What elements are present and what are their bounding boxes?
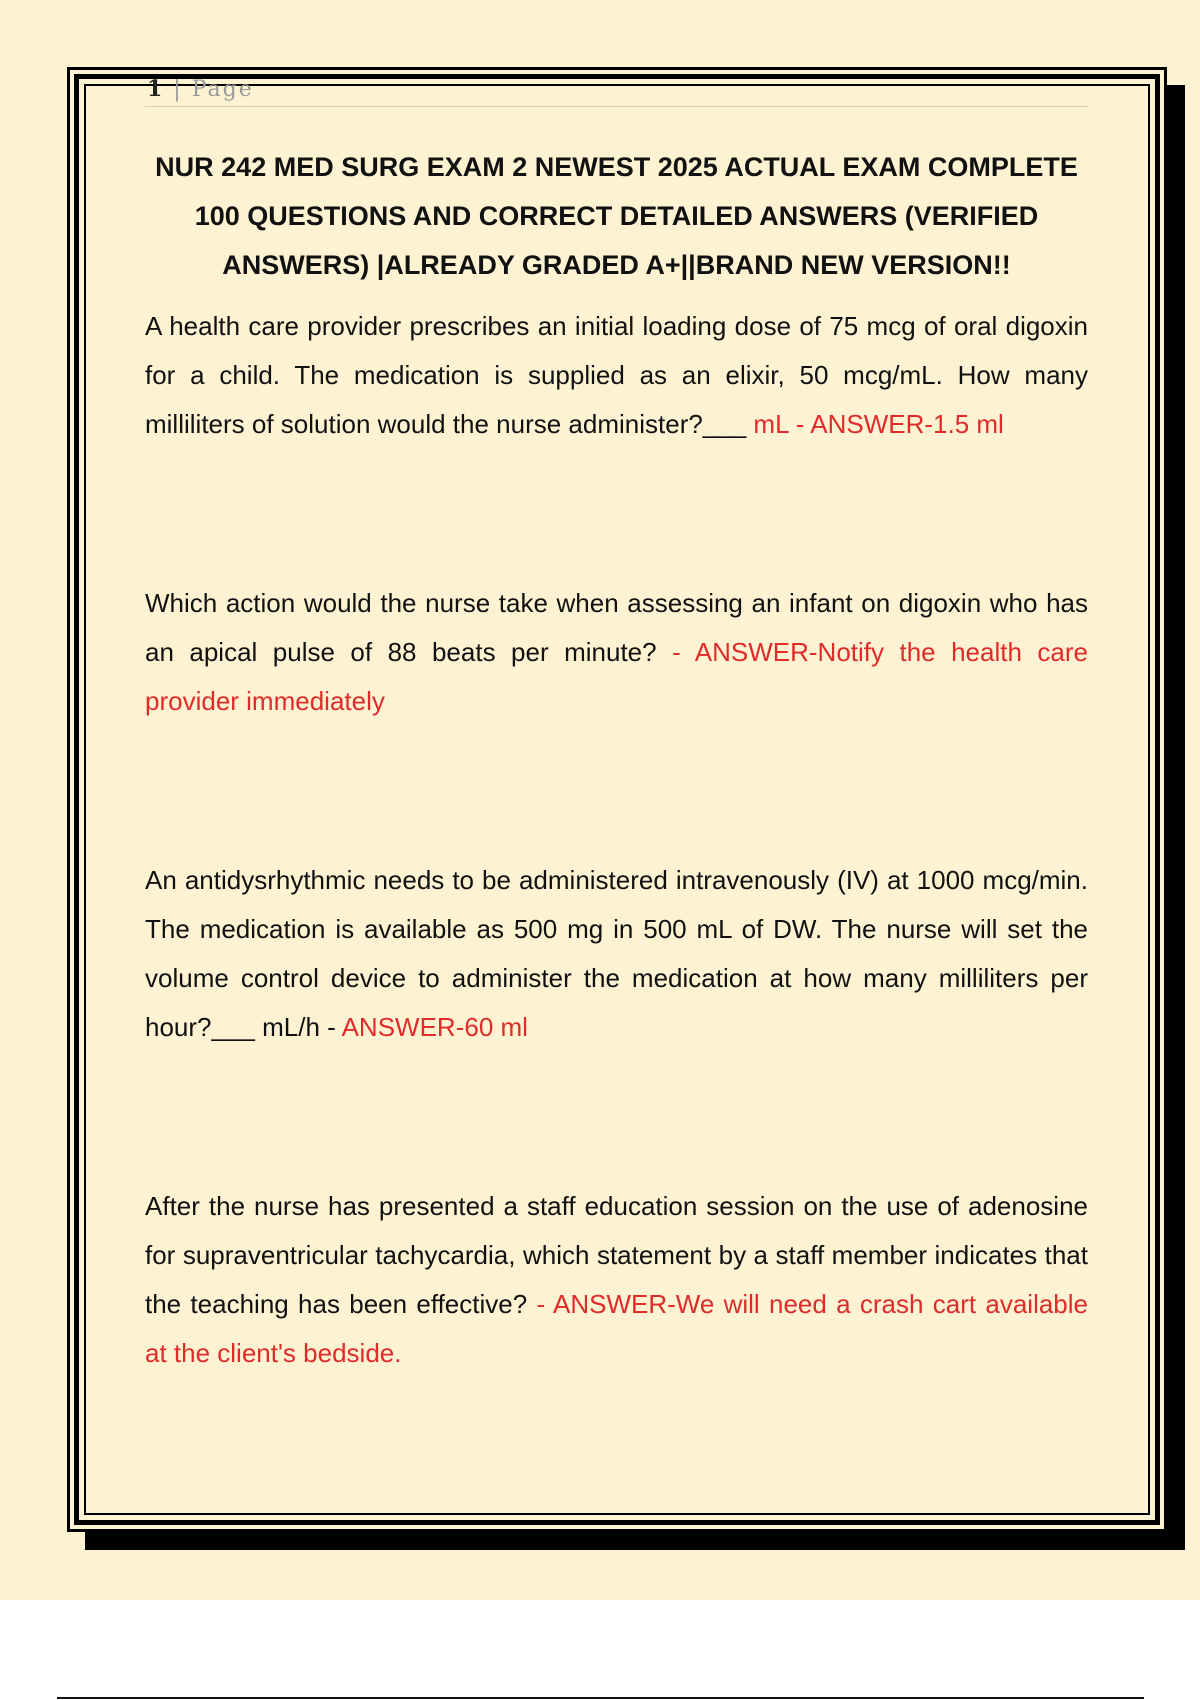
question-text: Which action would the nurse take when assessing an infant on digoxin who has an apical pulse of 88 beats per minute? xyxy=(145,588,1088,667)
question-text: An antidysrhythmic needs to be administered intravenously (IV) at 1000 mcg/min. The medication is available as 500 mg in 500 mL of DW. The nurse will set the volume control device to administer the medication at how many milliliters per hour?___ mL/h - xyxy=(145,865,1088,1042)
page-number: 1 xyxy=(147,76,165,102)
footer-divider xyxy=(57,1697,1144,1699)
document-content xyxy=(145,70,1088,1378)
answer-text: - ANSWER-Notify the health care provider immediately xyxy=(145,637,1088,716)
page-header xyxy=(145,70,1088,107)
answer-text: - ANSWER-We will need a crash cart available at the client's bedside. xyxy=(145,1289,1088,1368)
document-title: NUR 242 MED SURG EXAM 2 NEWEST 2025 ACTUAL EXAM COMPLETE 100 QUESTIONS AND CORRECT DETAILED ANSWERS (VERIFIED ANSWERS) |ALREADY GRADED A+||BRAND NEW VERSION!! xyxy=(155,152,1078,280)
question-text: A health care provider prescribes an initial loading dose of 75 mcg of oral digoxin for a child. The medication is supplied as an elixir, 50 mcg/mL. How many milliliters of solution would the nurse administer?___ xyxy=(145,311,1088,439)
question-3 xyxy=(145,856,1088,1052)
page-word: Page xyxy=(191,77,254,102)
page-separator: | xyxy=(164,77,192,102)
answer-text: ANSWER-60 ml xyxy=(341,1012,528,1042)
question-2 xyxy=(145,579,1088,726)
answer-text: mL - ANSWER-1.5 ml xyxy=(753,409,1004,439)
question-1 xyxy=(145,302,1088,449)
question-text: After the nurse has presented a staff education session on the use of adenosine for supraventricular tachycardia, which statement by a staff member indicates that the teaching has been effective? xyxy=(145,1191,1088,1319)
page-number-label xyxy=(147,76,254,102)
question-4 xyxy=(145,1182,1088,1378)
